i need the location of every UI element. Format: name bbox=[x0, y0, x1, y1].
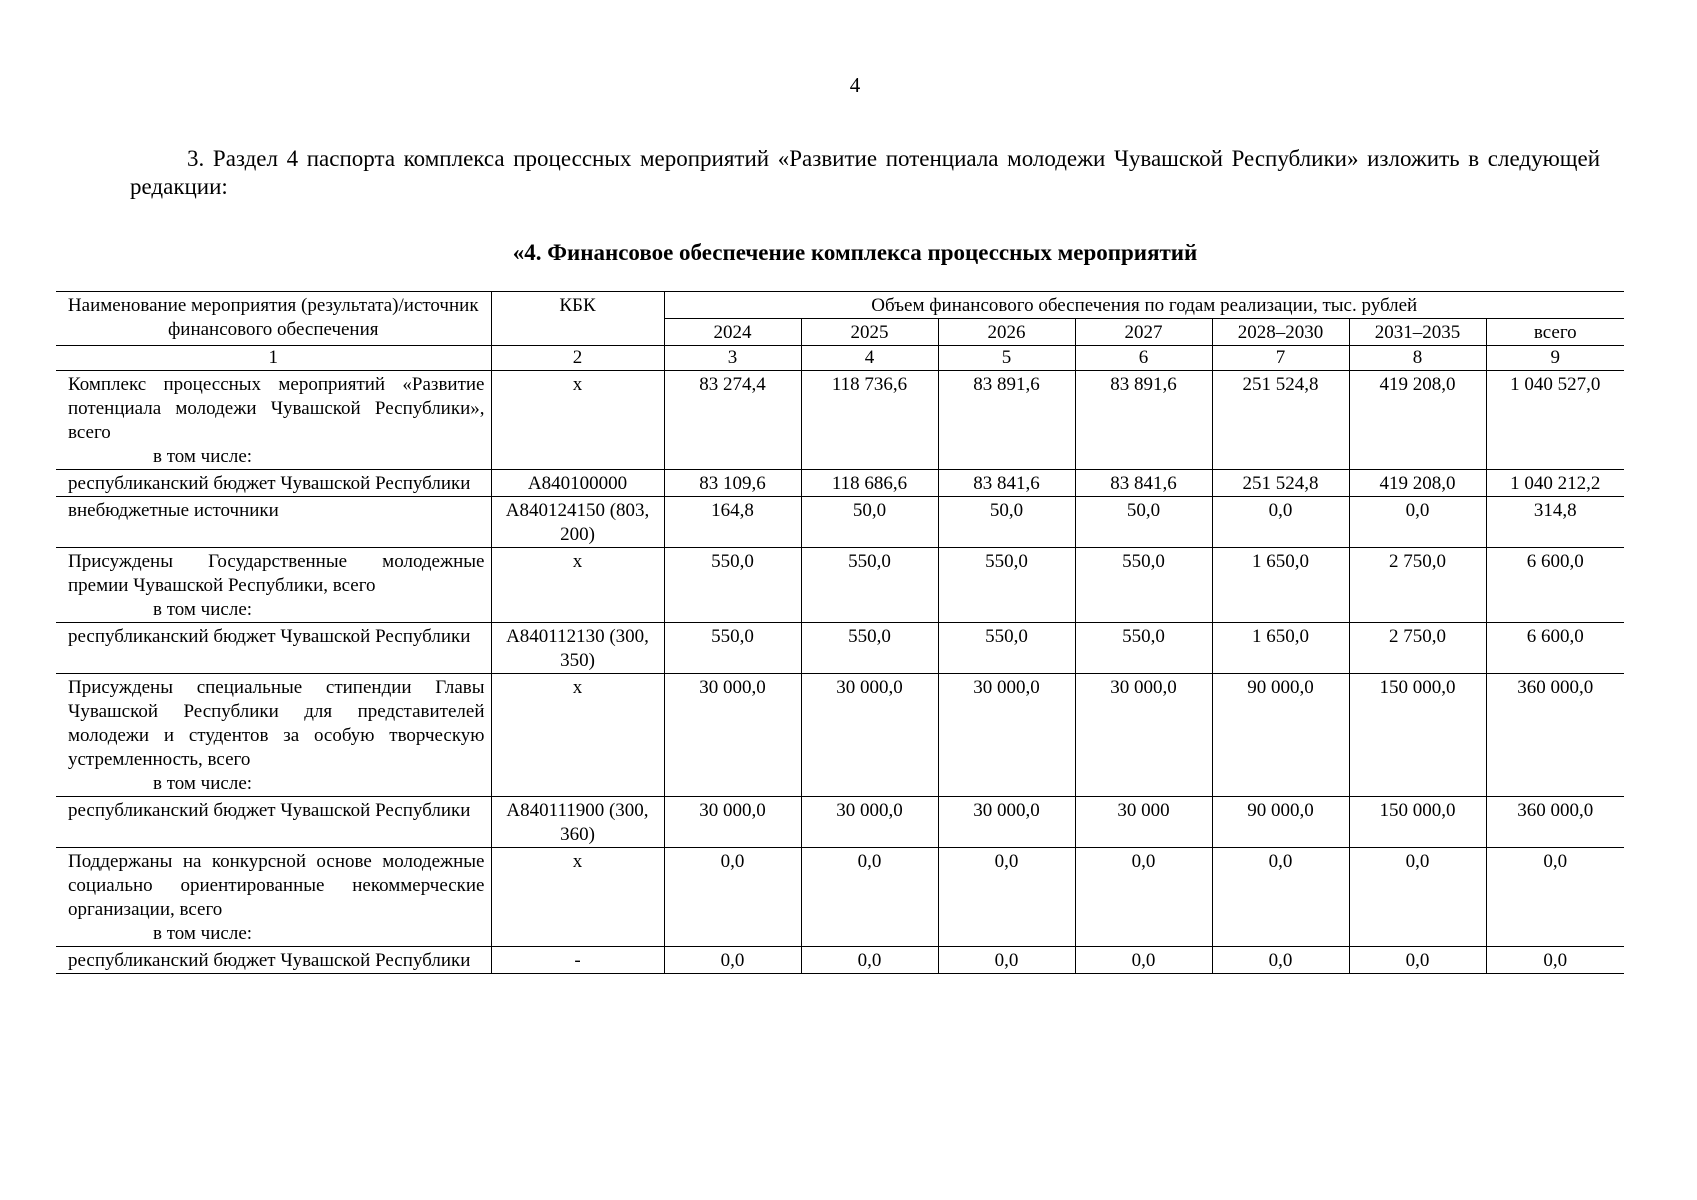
table-column-numbers-row bbox=[56, 346, 1624, 371]
row-value: 0,0 bbox=[1486, 947, 1624, 974]
row-kbk: А840100000 bbox=[491, 470, 664, 497]
intro-paragraph: 3. Раздел 4 паспорта комплекса процессных мероприятий «Развитие потенциала молодежи Чувашской Республики» изложить в следующей редакции: bbox=[130, 146, 1600, 199]
row-kbk: А840112130 (300, 350) bbox=[491, 623, 664, 674]
row-name-cell bbox=[56, 947, 491, 974]
row-value: 419 208,0 bbox=[1349, 371, 1486, 470]
row-name-cell bbox=[56, 674, 491, 797]
row-value: 83 841,6 bbox=[938, 470, 1075, 497]
row-value: 6 600,0 bbox=[1486, 623, 1624, 674]
row-value: 0,0 bbox=[801, 848, 938, 947]
row-name: республиканский бюджет Чувашской Республики bbox=[68, 473, 471, 494]
row-name: республиканский бюджет Чувашской Республики bbox=[68, 626, 471, 647]
row-name: Комплекс процессных мероприятий «Развитие потенциала молодежи Чувашской Республики», всего bbox=[68, 374, 485, 443]
table-row bbox=[56, 497, 1624, 548]
header-year: 2031–2035 bbox=[1349, 319, 1486, 346]
row-value: 1 650,0 bbox=[1212, 623, 1349, 674]
header-year: 2026 bbox=[938, 319, 1075, 346]
row-value: 30 000,0 bbox=[664, 797, 801, 848]
row-value: 150 000,0 bbox=[1349, 797, 1486, 848]
row-name-cell bbox=[56, 623, 491, 674]
column-number: 7 bbox=[1212, 346, 1349, 371]
row-value: 2 750,0 bbox=[1349, 623, 1486, 674]
row-value: 0,0 bbox=[801, 947, 938, 974]
row-value: 550,0 bbox=[938, 548, 1075, 623]
row-value: 550,0 bbox=[664, 548, 801, 623]
row-value: 83 891,6 bbox=[938, 371, 1075, 470]
row-value: 251 524,8 bbox=[1212, 371, 1349, 470]
row-value: 0,0 bbox=[1075, 848, 1212, 947]
table-row bbox=[56, 548, 1624, 623]
table-row bbox=[56, 674, 1624, 797]
row-value: 1 650,0 bbox=[1212, 548, 1349, 623]
row-name-cell bbox=[56, 797, 491, 848]
row-kbk: х bbox=[491, 674, 664, 797]
row-name: Присуждены Государственные молодежные премии Чувашской Республики, всего bbox=[68, 551, 485, 596]
row-value: 30 000,0 bbox=[801, 674, 938, 797]
row-value: 251 524,8 bbox=[1212, 470, 1349, 497]
row-value: 550,0 bbox=[664, 623, 801, 674]
page-number: 4 bbox=[849, 73, 861, 97]
row-value: 6 600,0 bbox=[1486, 548, 1624, 623]
row-value: 90 000,0 bbox=[1212, 797, 1349, 848]
row-value: 83 841,6 bbox=[1075, 470, 1212, 497]
row-value: 83 274,4 bbox=[664, 371, 801, 470]
row-value: 0,0 bbox=[938, 848, 1075, 947]
row-kbk: х bbox=[491, 371, 664, 470]
row-kbk: х bbox=[491, 848, 664, 947]
row-name-cell bbox=[56, 848, 491, 947]
column-number: 3 bbox=[664, 346, 801, 371]
row-value: 118 736,6 bbox=[801, 371, 938, 470]
table-row bbox=[56, 623, 1624, 674]
row-value: 314,8 bbox=[1486, 497, 1624, 548]
row-value: 0,0 bbox=[664, 947, 801, 974]
table-row bbox=[56, 848, 1624, 947]
row-value: 30 000 bbox=[1075, 797, 1212, 848]
row-value: 164,8 bbox=[664, 497, 801, 548]
row-value: 0,0 bbox=[664, 848, 801, 947]
row-value: 30 000,0 bbox=[801, 797, 938, 848]
row-value: 0,0 bbox=[1349, 947, 1486, 974]
row-value: 550,0 bbox=[1075, 623, 1212, 674]
row-name-cell bbox=[56, 371, 491, 470]
header-year: 2025 bbox=[801, 319, 938, 346]
table-row bbox=[56, 797, 1624, 848]
header-name: Наименование мероприятия (результата)/источник финансового обеспечения bbox=[56, 292, 491, 346]
row-value: 2 750,0 bbox=[1349, 548, 1486, 623]
row-value: 550,0 bbox=[938, 623, 1075, 674]
row-value: 30 000,0 bbox=[664, 674, 801, 797]
row-value: 50,0 bbox=[1075, 497, 1212, 548]
row-kbk: А840124150 (803, 200) bbox=[491, 497, 664, 548]
row-value: 30 000,0 bbox=[938, 797, 1075, 848]
row-name: Присуждены специальные стипендии Главы Чувашской Республики для представителей молодежи и студентов за особую творческую устремленность, всего bbox=[68, 677, 485, 770]
table-row bbox=[56, 947, 1624, 974]
column-number: 2 bbox=[491, 346, 664, 371]
row-value: 0,0 bbox=[1075, 947, 1212, 974]
row-name: республиканский бюджет Чувашской Республики bbox=[68, 950, 471, 971]
row-value: 0,0 bbox=[1486, 848, 1624, 947]
row-subtitle: в том числе: bbox=[153, 773, 253, 794]
row-value: 419 208,0 bbox=[1349, 470, 1486, 497]
financing-table bbox=[56, 291, 1624, 974]
header-year: 2027 bbox=[1075, 319, 1212, 346]
row-value: 360 000,0 bbox=[1486, 674, 1624, 797]
row-name-cell bbox=[56, 548, 491, 623]
row-name-cell bbox=[56, 470, 491, 497]
row-value: 30 000,0 bbox=[938, 674, 1075, 797]
column-number: 4 bbox=[801, 346, 938, 371]
row-name-cell bbox=[56, 497, 491, 548]
row-subtitle: в том числе: bbox=[153, 446, 253, 467]
row-subtitle: в том числе: bbox=[153, 599, 253, 620]
row-value: 1 040 527,0 bbox=[1486, 371, 1624, 470]
row-value: 90 000,0 bbox=[1212, 674, 1349, 797]
row-value: 0,0 bbox=[938, 947, 1075, 974]
row-value: 83 109,6 bbox=[664, 470, 801, 497]
row-value: 50,0 bbox=[801, 497, 938, 548]
column-number: 5 bbox=[938, 346, 1075, 371]
header-volume: Объем финансового обеспечения по годам реализации, тыс. рублей bbox=[664, 292, 1624, 319]
row-value: 30 000,0 bbox=[1075, 674, 1212, 797]
column-number: 1 bbox=[56, 346, 491, 371]
row-kbk: х bbox=[491, 548, 664, 623]
table-row bbox=[56, 371, 1624, 470]
row-name: Поддержаны на конкурсной основе молодежные социально ориентированные некоммерческие организации, всего bbox=[68, 851, 485, 920]
row-value: 0,0 bbox=[1212, 848, 1349, 947]
header-year: всего bbox=[1486, 319, 1624, 346]
row-value: 1 040 212,2 bbox=[1486, 470, 1624, 497]
header-year: 2028–2030 bbox=[1212, 319, 1349, 346]
row-value: 550,0 bbox=[801, 548, 938, 623]
row-value: 118 686,6 bbox=[801, 470, 938, 497]
row-value: 550,0 bbox=[801, 623, 938, 674]
row-value: 83 891,6 bbox=[1075, 371, 1212, 470]
column-number: 9 bbox=[1486, 346, 1624, 371]
section-title: «4. Финансовое обеспечение комплекса процессных мероприятий bbox=[512, 240, 1198, 265]
row-name: внебюджетные источники bbox=[68, 500, 279, 521]
row-value: 0,0 bbox=[1212, 497, 1349, 548]
row-kbk: - bbox=[491, 947, 664, 974]
row-kbk: А840111900 (300, 360) bbox=[491, 797, 664, 848]
row-value: 550,0 bbox=[1075, 548, 1212, 623]
row-value: 360 000,0 bbox=[1486, 797, 1624, 848]
row-value: 50,0 bbox=[938, 497, 1075, 548]
row-value: 0,0 bbox=[1349, 848, 1486, 947]
column-number: 6 bbox=[1075, 346, 1212, 371]
header-year: 2024 bbox=[664, 319, 801, 346]
row-subtitle: в том числе: bbox=[153, 923, 253, 944]
row-value: 0,0 bbox=[1349, 497, 1486, 548]
row-value: 150 000,0 bbox=[1349, 674, 1486, 797]
table-header-row bbox=[56, 292, 1624, 319]
row-name: республиканский бюджет Чувашской Республики bbox=[68, 800, 471, 821]
table-row bbox=[56, 470, 1624, 497]
header-kbk: КБК bbox=[491, 292, 664, 346]
row-value: 0,0 bbox=[1212, 947, 1349, 974]
column-number: 8 bbox=[1349, 346, 1486, 371]
